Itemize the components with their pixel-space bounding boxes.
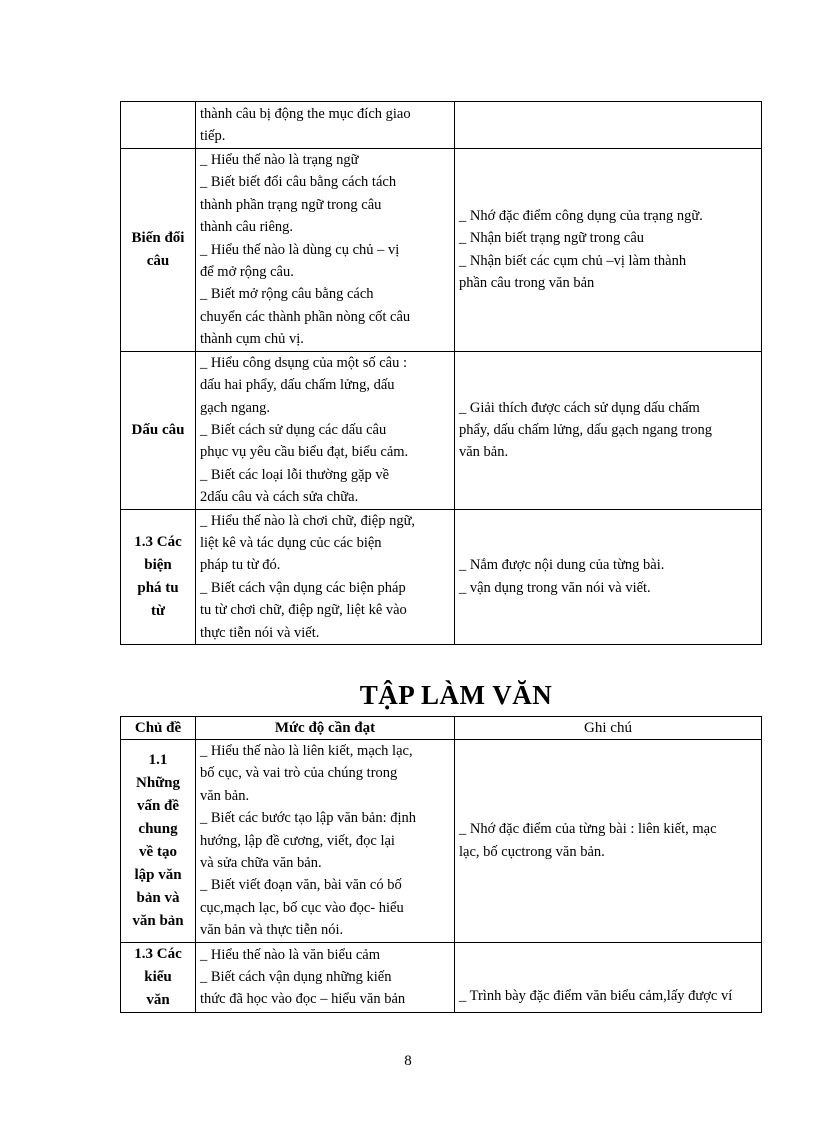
content-cell: _ Hiểu công dsụng của một số câu : dấu hai phẩy, dấu chấm lửng, dấu gạch ngang. _ Biết cách sử dụng các dấu câu phục vụ yêu cầu biểu đạt, biểu cảm. _ Biết các loại lỗi thường gặp về 2dấu câu và cách sửa chữa.: [196, 351, 455, 509]
table-row: [121, 740, 762, 943]
topic-cell: 1.3 Các biện phá tu từ: [121, 509, 196, 644]
content-cell: thành câu bị động the mục đích giao tiếp.: [196, 102, 455, 149]
table-row: [121, 102, 762, 149]
topic-cell: Dấu câu: [121, 351, 196, 509]
topic-cell: [121, 102, 196, 149]
competency-table-continued: [120, 101, 762, 645]
note-cell: _ Trình bày đặc điểm văn biểu cảm,lấy được ví: [455, 942, 762, 1012]
topic-cell: 1.3 Các kiểu văn: [121, 942, 196, 1012]
note-cell: _ Nắm được nội dung của từng bài. _ vận dụng trong văn nói và viết.: [455, 509, 762, 644]
page-number: 8: [404, 1053, 412, 1069]
topic-cell: 1.1 Những vấn đề chung về tạo lập văn bản và văn bản: [121, 740, 196, 943]
content-cell: _ Hiểu thế nào là văn biểu cảm _ Biết cách vận dụng những kiến thức đã học vào đọc – hiểu văn bản: [196, 942, 455, 1012]
content-cell: _ Hiểu thế nào là liên kiết, mạch lạc, bố cục, và vai trò của chúng trong văn bản. _ Biết các bước tạo lập văn bản: định hướng, lập đề cương, viết, đọc lại và sửa chữa văn bản. _ Biết viết đoạn văn, bài văn có bố cục,mạch lạc, bố cục vào đọc- hiểu văn bản và thực tiễn nói.: [196, 740, 455, 943]
table-header-row: [121, 717, 762, 740]
table-row: [121, 509, 762, 644]
section-title: TẬP LÀM VĂN: [359, 680, 553, 710]
topic-cell: Biến đổi câu: [121, 149, 196, 352]
content-cell: _ Hiểu thế nào là trạng ngữ _ Biết biết đổi câu bằng cách tách thành phần trạng ngữ trong câu thành câu riêng. _ Hiểu thế nào là dùng cụ chủ – vị để mở rộng câu. _ Biết mở rộng câu bằng cách chuyển các thành phần nòng cốt câu thành cụm chủ vị.: [196, 149, 455, 352]
note-cell: _ Nhớ đặc điểm công dụng của trạng ngữ. _ Nhận biết trạng ngữ trong câu _ Nhận biết các cụm chủ –vị làm thành phần câu trong văn bản: [455, 149, 762, 352]
column-header-level: Mức độ cần đạt: [196, 717, 455, 740]
table-row: [121, 149, 762, 352]
table-row: [121, 351, 762, 509]
column-header-note: Ghi chú: [455, 717, 762, 740]
note-cell: _ Nhớ đặc điểm của từng bài : liên kiết, mạc lạc, bố cụctrong văn bản.: [455, 740, 762, 943]
writing-competency-table: [120, 716, 762, 1013]
table-row: [121, 942, 762, 1012]
column-header-topic: Chủ đề: [121, 717, 196, 740]
note-cell: _ Giải thích được cách sử dụng dấu chấm phẩy, dấu chấm lửng, dấu gạch ngang trong văn bản.: [455, 351, 762, 509]
content-cell: _ Hiểu thế nào là chơi chữ, điệp ngữ, liệt kê và tác dụng củc các biện pháp tu từ đó. _ Biết cách vận dụng các biện pháp tu từ chơi chữ, điệp ngữ, liệt kê vào thực tiễn nói và viết.: [196, 509, 455, 644]
note-cell: [455, 102, 762, 149]
